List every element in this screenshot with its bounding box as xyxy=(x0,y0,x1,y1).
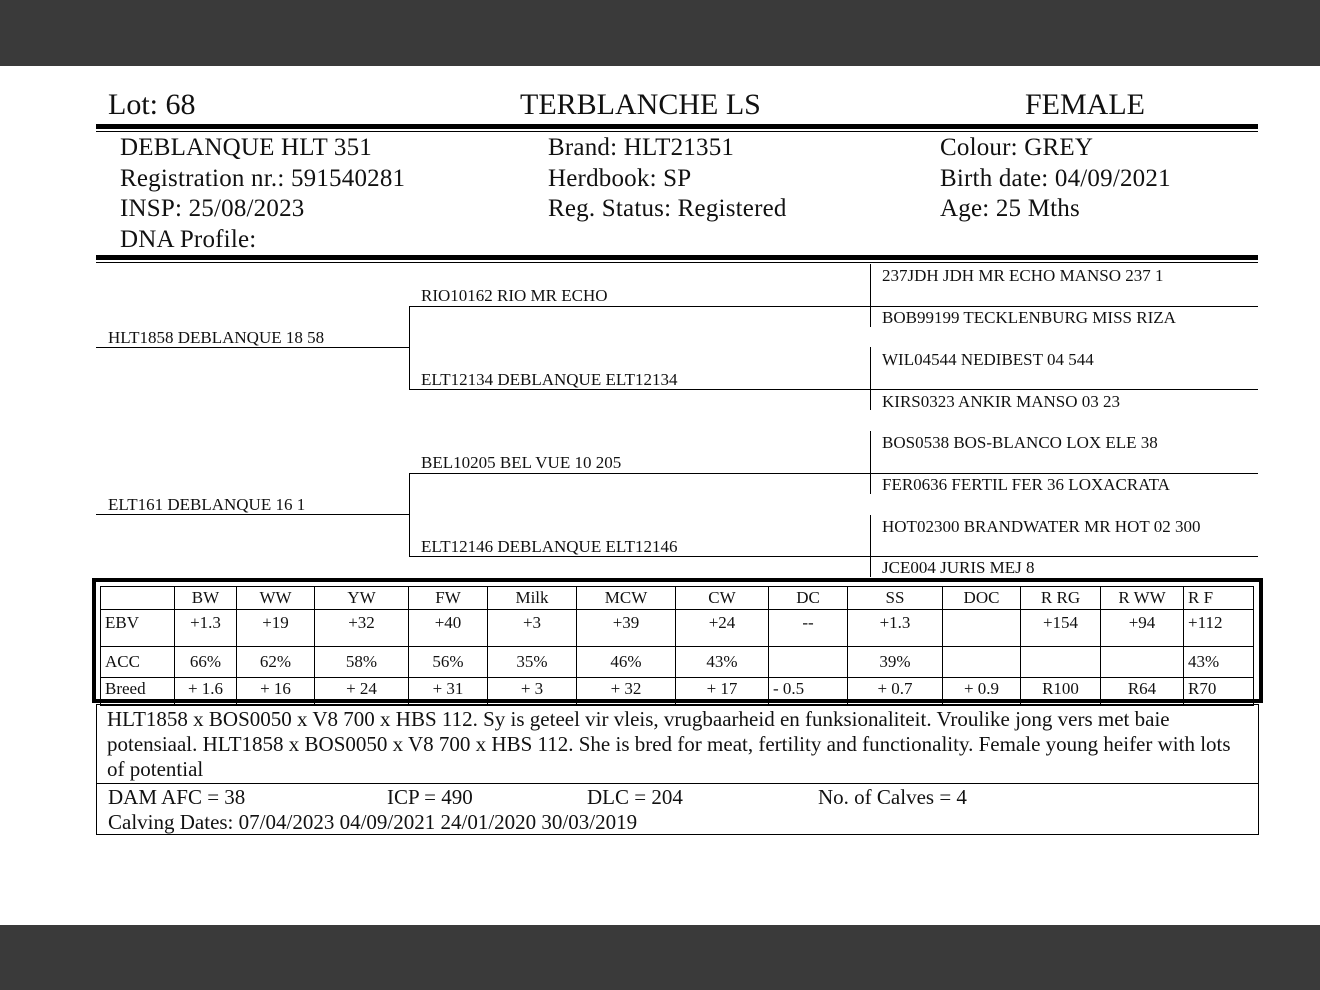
ebv-cell xyxy=(1101,647,1184,678)
pedigree-line xyxy=(870,431,871,494)
ebv-header-cell: R RG xyxy=(1021,587,1101,610)
brand: Brand: HLT21351 xyxy=(548,134,735,161)
ebv-header-cell: YW xyxy=(315,587,409,610)
dna-profile: DNA Profile: xyxy=(120,226,257,253)
ebv-header-cell: DOC xyxy=(943,587,1021,610)
ebv-cell: + 32 xyxy=(577,678,676,706)
ebv-table xyxy=(100,586,1254,706)
owner-name: TERBLANCHE LS xyxy=(520,88,761,121)
header-rule-thin xyxy=(96,131,1258,132)
ebv-cell: R64 xyxy=(1101,678,1184,706)
header-rule-thick xyxy=(96,124,1258,129)
ebv-header-cell: MCW xyxy=(577,587,676,610)
ebv-cell: 46% xyxy=(577,647,676,678)
pedigree-dam-dam: ELT12146 DEBLANQUE ELT12146 xyxy=(421,537,678,556)
pedigree-line xyxy=(409,306,871,307)
lot-number: Lot: 68 xyxy=(108,88,196,121)
ebv-table-frame xyxy=(92,578,1263,703)
acc-row xyxy=(101,647,1254,678)
pedigree-ggp-7: HOT02300 BRANDWATER MR HOT 02 300 xyxy=(882,517,1201,536)
catalogue-page xyxy=(0,66,1320,925)
ebv-cell: +32 xyxy=(315,610,409,647)
pedigree-dam: ELT161 DEBLANQUE 16 1 xyxy=(108,495,306,514)
ebv-row-label: Breed xyxy=(101,678,175,706)
ebv-cell: + 17 xyxy=(676,678,769,706)
reg-status: Reg. Status: Registered xyxy=(548,195,787,222)
ebv-cell: + 0.7 xyxy=(848,678,943,706)
ebv-cell: +1.3 xyxy=(848,610,943,647)
ebv-cell: 62% xyxy=(237,647,315,678)
age: Age: 25 Mths xyxy=(940,195,1080,222)
pedigree-ggp-3: WIL04544 NEDIBEST 04 544 xyxy=(882,350,1094,369)
dam-icp: ICP = 490 xyxy=(387,785,473,809)
pedigree-line xyxy=(870,389,1258,390)
ebv-cell: - 0.5 xyxy=(769,678,848,706)
ebv-cell: +19 xyxy=(237,610,315,647)
ebv-cell xyxy=(769,647,848,678)
ebv-header-cell: R F xyxy=(1184,587,1254,610)
ebv-header-cell: DC xyxy=(769,587,848,610)
ebv-cell: +154 xyxy=(1021,610,1101,647)
ebv-cell: +24 xyxy=(676,610,769,647)
sex-label: FEMALE xyxy=(1025,88,1145,121)
pedigree-line xyxy=(870,515,871,577)
ebv-cell: 66% xyxy=(175,647,237,678)
pedigree-line xyxy=(409,473,410,556)
ebv-cell: +3 xyxy=(488,610,577,647)
herdbook: Herdbook: SP xyxy=(548,165,692,192)
ebv-cell xyxy=(943,647,1021,678)
inspection-date: INSP: 25/08/2023 xyxy=(120,195,305,222)
comment-box xyxy=(96,704,1259,784)
info-rule-thick xyxy=(96,255,1258,260)
pedigree-ggp-6: FER0636 FERTIL FER 36 LOXACRATA xyxy=(882,475,1170,494)
pedigree-ggp-2: BOB99199 TECKLENBURG MISS RIZA xyxy=(882,308,1176,327)
ebv-cell: 58% xyxy=(315,647,409,678)
ebv-cell: + 31 xyxy=(409,678,488,706)
pedigree-ggp-4: KIRS0323 ANKIR MANSO 03 23 xyxy=(882,392,1121,411)
pedigree-line xyxy=(409,306,410,389)
ebv-cell: +39 xyxy=(577,610,676,647)
ebv-cell: +1.3 xyxy=(175,610,237,647)
pedigree-line xyxy=(870,473,1258,474)
ebv-cell: +94 xyxy=(1101,610,1184,647)
breed-row xyxy=(101,678,1254,706)
ebv-cell: 56% xyxy=(409,647,488,678)
ebv-cell: R70 xyxy=(1184,678,1254,706)
pedigree-sire-dam: ELT12134 DEBLANQUE ELT12134 xyxy=(421,370,678,389)
pedigree-sire-sire: RIO10162 RIO MR ECHO xyxy=(421,286,608,305)
ebv-cell: 43% xyxy=(676,647,769,678)
pedigree-line xyxy=(870,264,871,327)
ebv-cell: + 1.6 xyxy=(175,678,237,706)
ebv-header-cell: SS xyxy=(848,587,943,610)
ebv-header-cell: BW xyxy=(175,587,237,610)
dam-calves: No. of Calves = 4 xyxy=(818,785,967,809)
ebv-header-cell: FW xyxy=(409,587,488,610)
dam-stats-box xyxy=(96,783,1259,835)
ebv-row xyxy=(101,610,1254,647)
ebv-cell: 39% xyxy=(848,647,943,678)
colour: Colour: GREY xyxy=(940,134,1094,161)
ebv-header-cell: Milk xyxy=(488,587,577,610)
info-rule-thin xyxy=(96,262,1258,263)
ebv-cell: + 3 xyxy=(488,678,577,706)
ebv-header-cell: CW xyxy=(676,587,769,610)
dam-dlc: DLC = 204 xyxy=(587,785,683,809)
ebv-cell: + 16 xyxy=(237,678,315,706)
dam-afc: DAM AFC = 38 xyxy=(108,785,246,809)
pedigree-dam-sire: BEL10205 BEL VUE 10 205 xyxy=(421,453,622,472)
ebv-cell: +40 xyxy=(409,610,488,647)
pedigree-line xyxy=(409,473,871,474)
pedigree-line xyxy=(870,556,1258,557)
pedigree-line xyxy=(870,347,871,410)
pedigree-line xyxy=(409,556,871,557)
birth-date: Birth date: 04/09/2021 xyxy=(940,165,1171,192)
ebv-cell: + 0.9 xyxy=(943,678,1021,706)
ebv-header-cell xyxy=(101,587,175,610)
ebv-cell: 43% xyxy=(1184,647,1254,678)
animal-name: DEBLANQUE HLT 351 xyxy=(120,134,373,161)
ebv-cell: -- xyxy=(769,610,848,647)
ebv-cell: 35% xyxy=(488,647,577,678)
ebv-cell xyxy=(943,610,1021,647)
pedigree-ggp-8: JCE004 JURIS MEJ 8 xyxy=(882,558,1035,577)
ebv-header-cell: WW xyxy=(237,587,315,610)
pedigree-ggp-1: 237JDH JDH MR ECHO MANSO 237 1 xyxy=(882,266,1164,285)
pedigree-sire: HLT1858 DEBLANQUE 18 58 xyxy=(108,328,325,347)
comment-text: HLT1858 x BOS0050 x V8 700 x HBS 112. Sy is geteel vir vleis, vrugbaarheid en funksionaliteit. Vroulike jong vers met baie potensiaal. HLT1858 x BOS0050 x V8 700 x HBS 112. She is bred for meat, fertility and functionality. Female young heifer with lots of potential xyxy=(107,707,1231,781)
registration-number: Registration nr.: 591540281 xyxy=(120,165,406,192)
ebv-header-cell: R WW xyxy=(1101,587,1184,610)
ebv-cell xyxy=(1021,647,1101,678)
ebv-cell: +112 xyxy=(1184,610,1254,647)
pedigree-ggp-5: BOS0538 BOS-BLANCO LOX ELE 38 xyxy=(882,433,1158,452)
ebv-row-label: ACC xyxy=(101,647,175,678)
pedigree-line xyxy=(870,306,1258,307)
ebv-row-label: EBV xyxy=(101,610,175,647)
pedigree-line xyxy=(96,347,410,348)
ebv-cell: + 24 xyxy=(315,678,409,706)
ebv-header-row xyxy=(101,587,1254,610)
pedigree-line xyxy=(409,389,871,390)
calving-dates: Calving Dates: 07/04/2023 04/09/2021 24/01/2020 30/03/2019 xyxy=(108,810,638,834)
pedigree-line xyxy=(96,514,410,515)
ebv-cell: R100 xyxy=(1021,678,1101,706)
